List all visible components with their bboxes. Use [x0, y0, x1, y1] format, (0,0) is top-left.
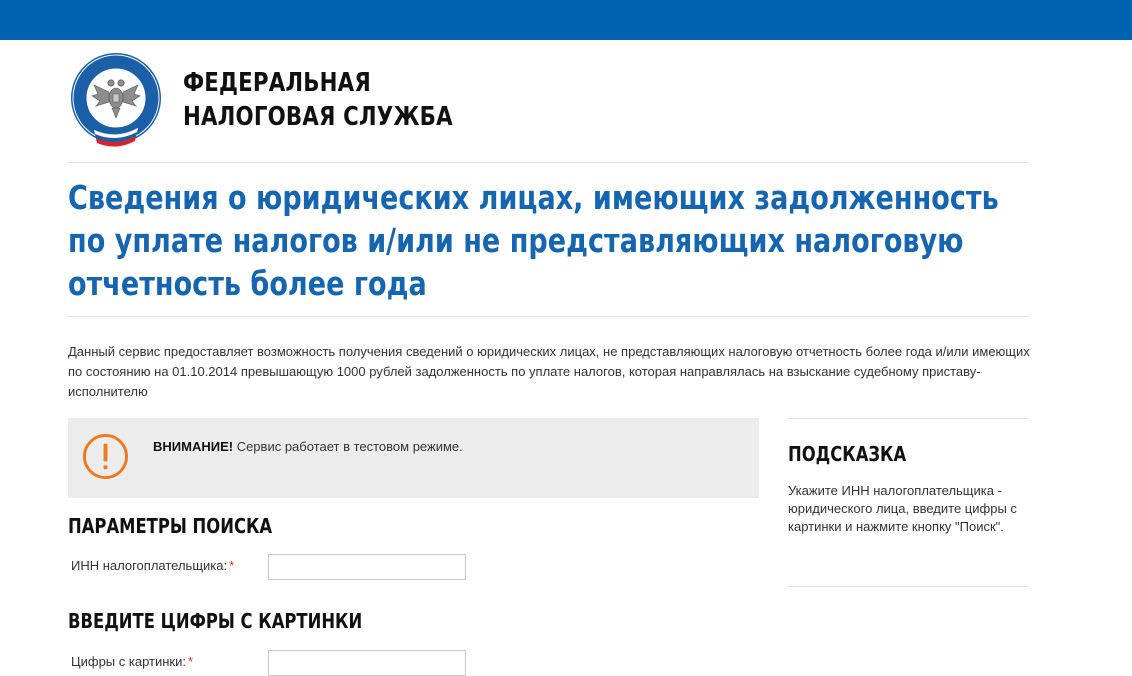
- sidebar-divider: [788, 418, 1028, 419]
- brand-line-2: НАЛОГОВАЯ СЛУЖБА: [183, 102, 453, 132]
- page-title: Сведения о юридических лицах, имеющих задолженность по уплате налогов и/или не представляющих налоговую отчетность более года: [68, 178, 999, 303]
- brand-line-1: ФЕДЕРАЛЬНАЯ: [183, 68, 371, 98]
- warning-strong: ВНИМАНИЕ!: [153, 439, 234, 454]
- divider: [68, 162, 1028, 163]
- required-mark: *: [187, 654, 194, 669]
- inn-label: [71, 558, 234, 573]
- service-description: Данный сервис предоставляет возможность получения сведений о юридических лицах, не представляющих налоговую отчетность более года и/или имеющих по состоянию на 01.10.2014 превышающую 1000 рублей задолженность по уплате налогов, которая направлялась на взыскание судебному приставу-исполнителю: [68, 344, 1030, 399]
- warning-message: Сервис работает в тестовом режиме.: [233, 439, 463, 454]
- divider: [68, 316, 1028, 317]
- exclamation-circle-icon: [82, 433, 129, 480]
- sidebar-divider: [788, 586, 1028, 587]
- inn-input[interactable]: [268, 554, 466, 580]
- inn-label-text: ИНН налогоплательщика:: [71, 558, 228, 573]
- search-params-title: ПАРАМЕТРЫ ПОИСКА: [68, 514, 273, 538]
- top-bar: [0, 0, 1132, 40]
- fns-logo-icon: [68, 52, 164, 148]
- captcha-input[interactable]: [268, 650, 466, 676]
- warning-text: [153, 439, 463, 454]
- warning-box: [68, 418, 759, 498]
- captcha-label-text: Цифры с картинки:: [71, 654, 186, 669]
- captcha-section-title: ВВЕДИТЕ ЦИФРЫ С КАРТИНКИ: [68, 609, 363, 633]
- brand-name[interactable]: [183, 66, 453, 134]
- required-mark: *: [229, 558, 235, 573]
- hint-title: ПОДСКАЗКА: [788, 442, 907, 466]
- hint-text: Укажите ИНН налогоплательщика - юридического лица, введите цифры с картинки и нажмите кнопку "Поиск".: [788, 483, 1017, 534]
